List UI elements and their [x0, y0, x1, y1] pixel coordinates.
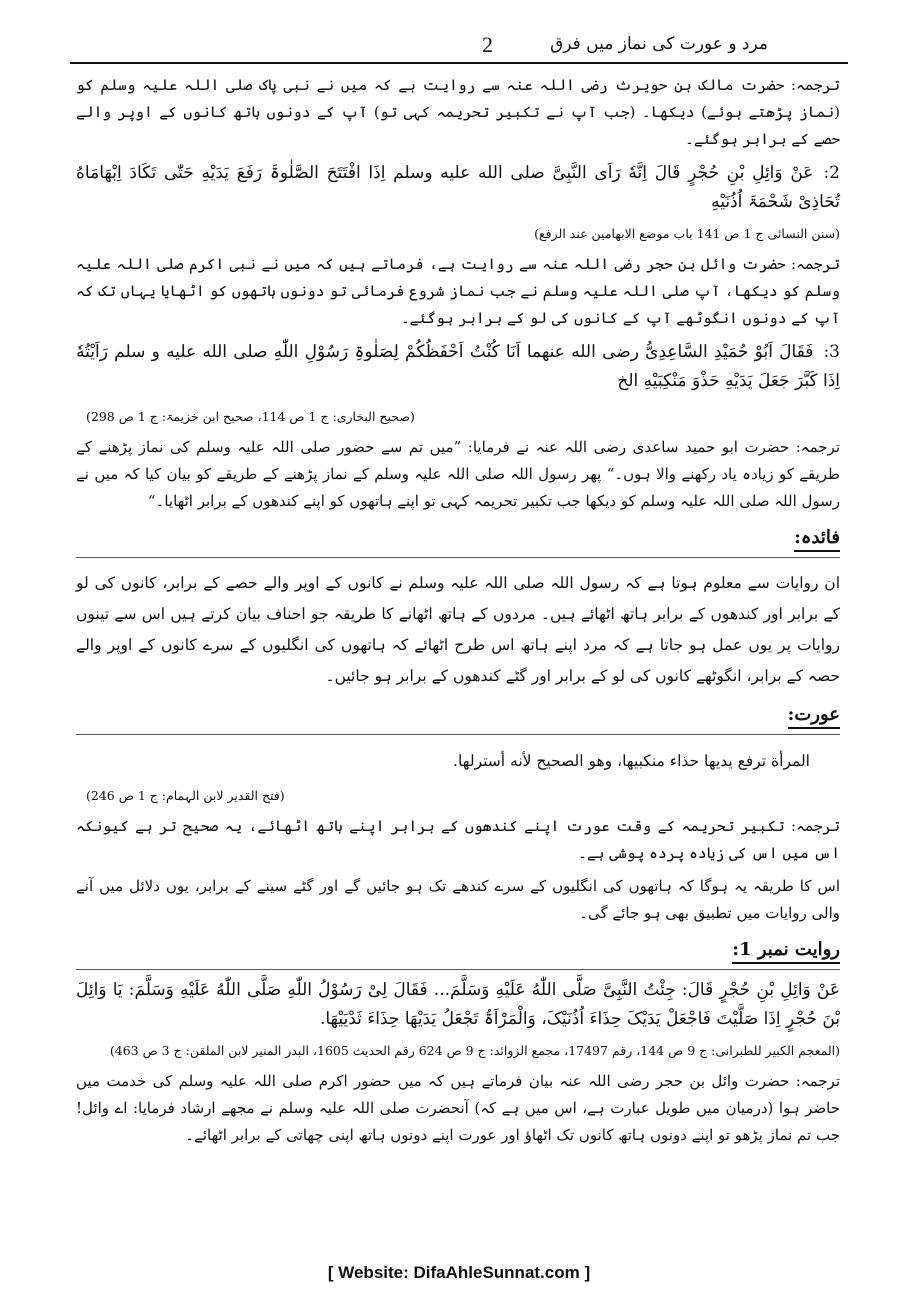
hadith-2-arabic [76, 159, 840, 217]
header-divider [70, 62, 848, 64]
hadith-3-translation: ترجمہ: حضرت ابو حمید ساعدی رضی اللہ عنہ نے فرمایا: ”میں تم سے حضور صلی اللہ علیہ وسلم کی نماز پڑھنے کے طریقے کو زیادہ یاد رکھنے والا ہوں۔“ پھر رسول اللہ صلی اللہ علیہ وسلم کے نماز پڑھنے کے طریقے کو بیان کیا کہ میں نے رسول اللہ صلی اللہ علیہ وسلم کو دیکھا جب تکبیر تحریمہ کہی تو اپنے ہاتھوں کو اپنے کندھوں کے برابر اٹھایا۔“ [76, 438, 840, 510]
book-title: مرد و عورت کی نماز میں فرق [550, 34, 768, 54]
aurat-source: (فتح القدیر لابن الہمام: ج 1 ص 246) [86, 788, 285, 803]
aurat-arabic: المرأة ترفع يديها حذاء منكبيها، وهو الصحيح لأنه أسترلها. [453, 752, 810, 770]
aurat-heading: عورت: [76, 700, 840, 730]
aurat-divider [76, 734, 840, 735]
hadith-3-source: (صحیح البخاری: ج 1 ص 114، صحیح ابن خزیمۃ: ج 1 ص 298) [86, 409, 415, 424]
riwayat-1-heading: روایت نمبر 1: [76, 935, 840, 965]
riwayat-1-arabic: عَنْ وَائِلِ بْنِ حُجْرٍ قَالَ: جِئْتُ النَّبِیَّ صَلَّی اللّٰهُ عَلَیْهِ وَسَلَّمَ... فَقَالَ لِیْ رَسُوْلُ اللّٰهِ صَلَّی اللّٰهُ عَلَیْهِ وَسَلَّمَ: یَا وَائِلَ بْنَ حُجْرٍ اِذَا صَلَّیْتَ فَاجْعَلْ یَدَیْکَ حِذَاءَ اُذُنَیْکَ، وَالْمَرْاَۃُ تَجْعَلُ یَدَیْهَا حِذَاءَ ثَدْیَیْهَا. [76, 980, 840, 1029]
hadith-2-text: عَنْ وَائِلِ بْنِ حُجْرٍ قَالَ اِنَّهٗ رَاَی النَّبِیَّ صلی الله علیه وسلم اِذَا افْتَتَحَ الصَّلٰوۃَ رَفَعَ یَدَیْهِ حَتّٰی تَکَادَ اِبْهَامَاهُ تُحَاذِیْ شَحْمَۃَ اُذُنَیْهِ [76, 163, 840, 212]
aurat-translation: ترجمہ: تکبیر تحریمہ کے وقت عورت اپنے کندھوں کے برابر اپنے ہاتھ اٹھائے، یہ صحیح تر ہے کیونکہ اس میں اس کی زیادہ پردہ پوشی ہے۔ [76, 817, 840, 862]
page-number: 2 [482, 32, 493, 57]
website-footer: [ Website: DifaAhleSunnat.com ] [327, 1263, 591, 1282]
page-body [76, 66, 840, 1242]
hadith-3-arabic [76, 338, 840, 396]
page-header [70, 28, 848, 60]
hadith-2-translation: ترجمہ: حضرت وائل بن حجر رضی اللہ عنہ سے روایت ہے، فرماتے ہیں کہ میں نے نبی اکرم صلی اللہ علیہ وسلم کو دیکھا، آپ صلی اللہ علیہ وسلم نے جب نماز شروع فرمائی تو دونوں ہاتھوں کو اٹھایا یہاں تک کہ آپ کے دونوں انگوٹھے آپ کے کانوں کی لو کے برابر ہوگئے۔ [76, 255, 840, 327]
hadith-2-source: (سنن النسائی ج 1 ص 141 باب موضع الابھامین عند الرفع) [534, 226, 840, 241]
faida-divider [76, 557, 840, 558]
riwayat-1-source: (المعجم الکبیر للطبرانی: ج 9 ص 144، رقم 17497، مجمع الزوائد: ج 9 ص 624 رقم الحدیث 1605، البدر المنیر لابن الملقن: ج 3 ص 463) [109, 1043, 840, 1058]
faida-text: ان روایات سے معلوم ہوتا ہے کہ رسول اللہ صلی اللہ علیہ وسلم نے کانوں کے اوپر والے حصے کے برابر، کانوں کی لو کے برابر اور کندھوں کے برابر ہاتھ اٹھائے ہیں۔ مردوں کے ہاتھ اٹھانے کا طریقہ جو احناف بیان کرتے ہیں اس سے تینوں روایات پر یوں عمل ہو جاتا ہے کہ مرد اپنے ہاتھ اس طرح اٹھائے کہ ہاتھوں کی انگلیوں کے سرے کانوں کے اوپر والے حصہ کے برابر، انگوٹھے کانوں کی لو کے برابر اور گٹے کندھوں کے برابر ہو جائیں۔ [76, 574, 840, 685]
aurat-text: اس کا طریقہ یہ ہوگا کہ ہاتھوں کی انگلیوں کے سرے کندھے تک ہو جائیں گے اور گٹے سینے کے برابر، یوں دلائل میں آنے والی روایات میں تطبیق بھی ہو جائے گی۔ [76, 877, 840, 922]
hadith-2-number: 2: [823, 163, 840, 183]
faida-heading: فائدہ: [76, 523, 840, 553]
hadith-3-number: 3: [823, 342, 840, 362]
riwayat-1-translation: ترجمہ: حضرت وائل بن حجر رضی اللہ عنہ بیان فرماتے ہیں کہ میں حضور اکرم صلی اللہ علیہ وسلم کی خدمت میں حاضر ہوا (درمیان میں طویل عبارت ہے، اس میں ہے کہ) آنحضرت صلی اللہ علیہ وسلم نے مجھے ارشاد فرمایا: اے وائل! جب تم نماز پڑھو تو اپنے دونوں ہاتھ کانوں تک اٹھاؤ اور عورت اپنے دونوں ہاتھ اپنی چھاتی کے برابر اٹھائے۔ [76, 1072, 840, 1144]
hadith-3-text: فَقَالَ اَبُوْ حُمَیْدِ السَّاعِدِیُّ رضی الله عنهما اَنَا کُنْتُ اَحْفَظُکُمْ لِصَلٰوۃِ رَسُوْلِ اللّٰهِ صلی الله علیه و سلم رَاَیْتُهٗ اِذَا کَبَّرَ جَعَلَ یَدَیْهِ حَذْوَ مَنْکِبَیْهِ الخ [76, 342, 840, 391]
translation-1: ترجمہ: حضرت مالک بن حویرث رضی اللہ عنہ سے روایت ہے کہ میں نے نبی پاک صلی اللہ علیہ وسلم کو (نماز پڑھتے ہوئے) دیکھا۔ (جب آپ نے تکبیر تحریمہ کہی تو) آپ کے دونوں ہاتھ کانوں کے اوپر والے حصے کے برابر ہوگئے۔ [76, 76, 840, 148]
riwayat-1-divider [76, 969, 840, 970]
